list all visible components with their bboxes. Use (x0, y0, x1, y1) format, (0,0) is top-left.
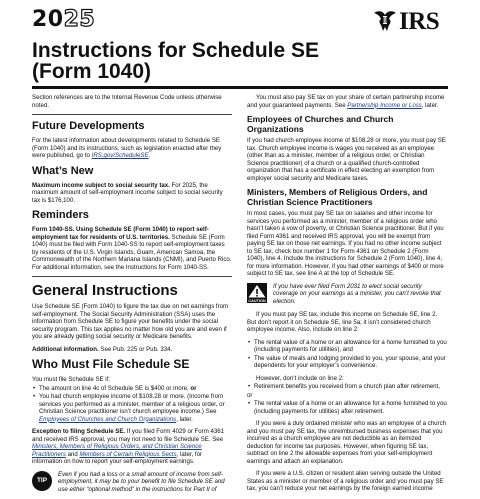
reminders-heading: Reminders (32, 209, 89, 221)
whats-new-heading: What’s New (32, 164, 94, 177)
additional-info-body: See Pub. 225 or Pub. 334. (98, 345, 173, 353)
who-bullet-2-text: You had church employee income of $108.28 or more. (Income from services you performed as a minister, member of a religious order, or Christian Science practitioner isn’t church employee income.) See (39, 393, 225, 415)
church-employees-heading: Employees of Churches and Church Organizations (247, 114, 394, 134)
general-instructions-text: Use Schedule SE (Form 1040) to figure the tax due on net earnings from self-employment. The Social Security Administration (SSA) uses the information from Schedule SE to figure your benefits under the social security program. This tax applies no matter how old you are and even if you are already getting social security or Medicare benefits. (32, 303, 229, 340)
who-must-file-heading: Who Must File Schedule SE (32, 357, 190, 371)
partnership-body: You must also pay SE tax on your share of certain partnership income and your guaranteed payments. See (247, 94, 445, 109)
partnership-end: , later. (421, 101, 439, 109)
eagle-icon (372, 7, 398, 35)
who-bullet-1-or: or (190, 384, 197, 392)
whats-new-body: For 2025, the maximum amount of self-employment income subject to social security tax is $176,100. (32, 181, 223, 204)
include-bullet-1: • The rental value of a home or an allowance for a home furnished to you (including payments for utilities), and (247, 339, 447, 354)
ministers-text: In most cases, you must pay SE tax on salaries and other income for services you performed as a minister, member of a religious order who hasn’t taken a vow of poverty, or Christian Science practitioner. But if you filed Form 4361 and received IRS approval, you will be exempt from paying SE tax on those net earnings. If you had no other income subject to SE tax, check box number 1 for Form 4361 on Schedule 2 (Form 1040), line 4. Include the instructions for Schedule 2 (Form 1040), line 4, for more information. However, if you had other earnings of $400 or more subject to SE tax, see line A at the top of Schedule SE. (247, 210, 444, 277)
title-line-2: (Form 1040) (32, 60, 152, 83)
us-citizen-text: If you were a U.S. citizen or resident alien serving outside the United States as a minister or member of a religious order and you must pay SE tax, you can’t reduce your net earnings by the foreign earned income (247, 470, 444, 492)
church-employees-text: If you had church employee income of $108.28 or more, you must pay SE tax. Church employee income is wages you received as an employee (other than as a minister, member of a religious order, or Christian Science practitioner) of a church or a qualified church-controlled organization that has a certificate in effect electing an exemption from employer social security and Medicare taxes. (247, 137, 446, 182)
schedule-se-link[interactable]: IRS.gov/ScheduleSE (91, 152, 149, 159)
future-end: . (148, 152, 151, 159)
year-suffix: 25 (63, 7, 96, 32)
who-bullet-1 (32, 385, 232, 393)
caution-icon (247, 283, 267, 306)
tip-callout (32, 471, 232, 494)
general-instructions-heading: General Instructions (32, 282, 178, 299)
religious-sects-link[interactable]: Members of Certain Religious Sects (79, 450, 177, 458)
whats-new-text (32, 182, 232, 205)
who-must-file-intro: You must file Schedule SE if: (32, 376, 111, 383)
ministers-link[interactable]: Ministers, Members of Religious Orders, and Christian Science Practitioners (32, 443, 202, 458)
tip-icon (32, 471, 52, 494)
irs-logo (372, 7, 448, 37)
warning-triangle-icon (247, 283, 267, 303)
partnership-link[interactable]: Partnership Income or Loss (347, 101, 422, 109)
partnership-text (247, 94, 447, 109)
reminders-bold: Form 1040-SS. Using Schedule SE (Form 1040) to report self-employment tax for residents of U.S. territories. (32, 226, 209, 241)
year-prefix: 20 (32, 7, 64, 32)
future-developments-heading: Future Developments (32, 120, 145, 132)
however-text: However, don’t include on line 2: (256, 374, 344, 382)
caution-text: If you have ever filed Form 2031 to elect social security coverage on your earnings as a minister, you can’t revoke that election. (273, 282, 441, 305)
who-bullet-1-text: The amount on line 4c of Schedule SE is $400 or more, (39, 384, 191, 392)
church-employees-link[interactable]: Employees of Churches and Church Organizations (39, 415, 177, 423)
title-line-1: Instructions for Schedule SE (32, 39, 320, 62)
ministers-heading: Ministers, Members of Religious Orders, and Christian Science Practitioners (247, 187, 428, 207)
divider (32, 276, 232, 277)
exclude-bullet-1: • Retirement benefits you received from a church plan after retirement, (247, 383, 447, 391)
future-developments-text (32, 137, 232, 160)
tip-label: TIP (32, 471, 52, 491)
caution-label: CAUTION (248, 298, 266, 303)
exception-bold: Exception to filing Schedule SE. (32, 428, 126, 435)
exception-body: If you filed Form 4029 or Form 4361 and received IRS approval, you may not need to file Schedule SE. See (32, 428, 225, 443)
exclude-bullet-2: • The rental value of a home or an allowance for a home furnished to you (including payments for utilities) after retirement. (247, 400, 447, 415)
logo-text: IRS (399, 8, 440, 35)
page-title (32, 40, 362, 82)
additional-info-bold: Additional information. (32, 345, 99, 353)
divider (32, 114, 232, 115)
reminders-body: Schedule SE (Form 1040) must be filed with Form 1040-SS to report self-employment taxes by residents of the U.S. Virgin Islands, Guam, American Samoa, the Commonwealth of the Northern Mariana Islands (CNMI), and Puerto Rico. For additional information, see the Instructions for Form 1040-SS. (32, 233, 232, 271)
intro-text: Section references are to the Internal Revenue Code unless otherwise noted. (32, 94, 222, 109)
must-pay-text: If you must pay SE tax, include this income on Schedule SE, line 2. But don’t report it on Schedule SE, line 5a; it isn’t considered church employee income. Also, include on line 2: (247, 311, 438, 333)
ordained-minister-text: If you were a duly ordained minister who was an employee of a church and you must pay SE tax, the unreimbursed business expenses that you incurred as a church employee are not deductible as an itemized deduction for income tax purposes. However, when figuring SE tax, subtract on line 2 the allowable expenses from your self-employment earnings and attach an explanation. (247, 420, 447, 465)
exception-and: and (65, 450, 80, 458)
who-bullet-2 (32, 393, 232, 423)
tax-year (32, 7, 95, 33)
include-bullet-2: • The value of meals and lodging provided to you, your spouse, and your dependents for your employer’s convenience. (247, 355, 447, 370)
future-text: For the latest information about developments related to Schedule SE (Form 1040) and its instructions, such as legislation enacted after they were published, go to (32, 137, 222, 159)
caution-callout (247, 283, 447, 306)
left-column (32, 94, 232, 499)
additional-info-text (32, 346, 232, 354)
header-rule (32, 86, 448, 89)
exception-end: , later, for information on how to report your self-employment earnings. (32, 450, 203, 465)
right-column (247, 94, 447, 498)
reminders-text (32, 226, 232, 271)
exclude-or: or (247, 391, 253, 399)
who-bullet-2-end: , later. (176, 415, 193, 423)
exception-text (32, 428, 232, 466)
whats-new-bold: Maximum income subject to social security tax. (32, 181, 170, 189)
tip-text: Even if you had a loss or a small amount of income from self-employment, it may be to your benefit to file Schedule SE and use either “optional method” in the instructions for Part II of (58, 470, 225, 493)
